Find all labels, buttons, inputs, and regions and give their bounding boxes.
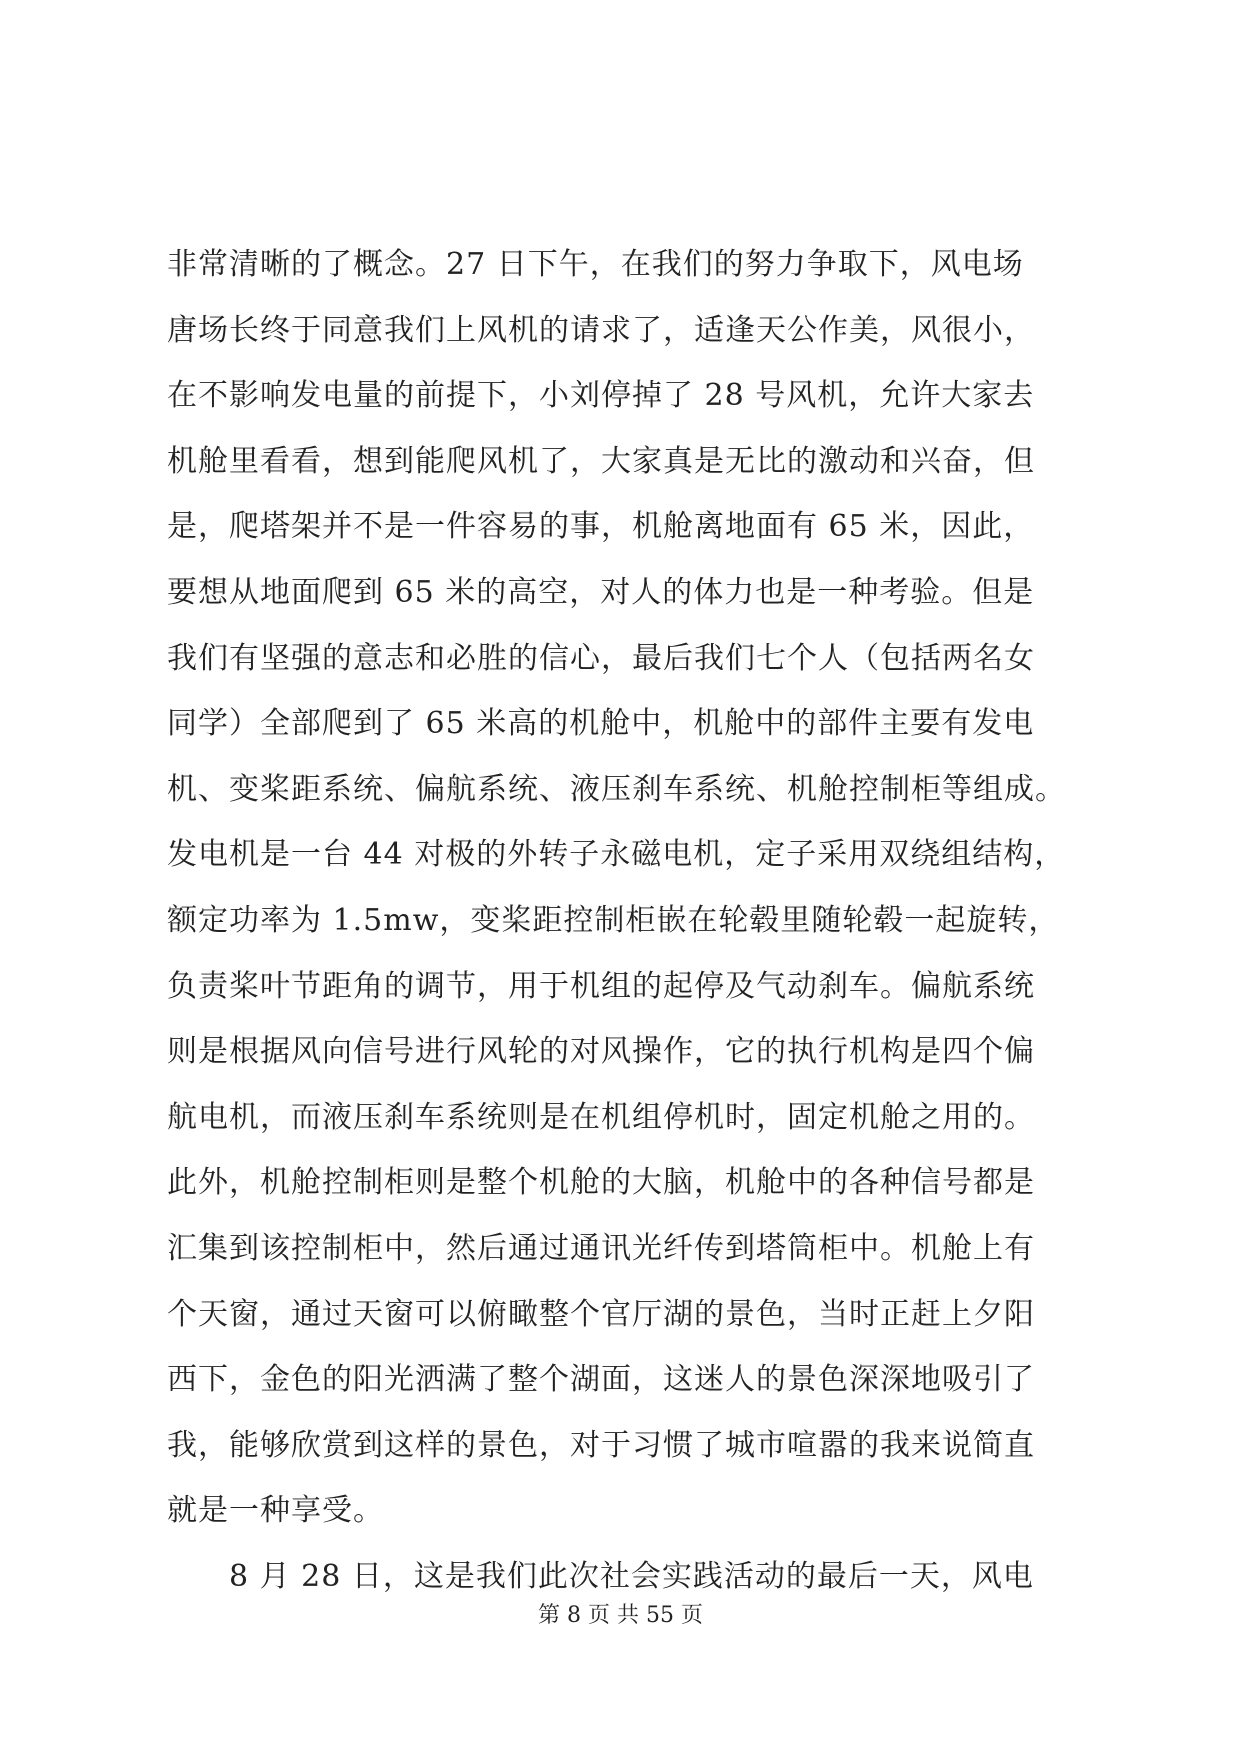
text-line: 就是一种享受。 [167,1493,384,1529]
text-line: 机舱里看看，想到能爬风机了，大家真是无比的激动和兴奋，但 [167,443,1035,479]
text-line: 在不影响发电量的前提下，小刘停掉了 28 号风机，允许大家去 [167,378,1035,414]
text-line: 西下，金色的阳光洒满了整个湖面，这迷人的景色深深地吸引了 [167,1362,1035,1398]
text-line: 我，能够欣赏到这样的景色，对于习惯了城市喧嚣的我来说简直 [167,1427,1035,1463]
page-number-footer: 第 8 页 共 55 页 [538,1603,703,1628]
text-line: 汇集到该控制柜中，然后通过通讯光纤传到塔筒柜中。机舱上有 [167,1230,1035,1266]
text-line: 负责桨叶节距角的调节，用于机组的起停及气动刹车。偏航系统 [167,968,1035,1004]
text-line: 我们有坚强的意志和必胜的信心，最后我们七个人（包括两名女 [167,640,1035,676]
text-line: 此外，机舱控制柜则是整个机舱的大脑，机舱中的各种信号都是 [167,1165,1035,1201]
text-line: 要想从地面爬到 65 米的高空，对人的体力也是一种考验。但是 [167,574,1035,610]
text-line: 发电机是一台 44 对极的外转子永磁电机，定子采用双绕组结构， [167,837,1066,873]
text-line: 航电机，而液压刹车系统则是在机组停机时，固定机舱之用的。 [167,1099,1035,1135]
text-line: 额定功率为 1.5mw，变桨距控制柜嵌在轮毂里随轮毂一起旋转， [167,902,1060,938]
text-line: 机、变桨距系统、偏航系统、液压刹车系统、机舱控制柜等组成。 [167,771,1066,807]
text-line: 是，爬塔架并不是一件容易的事，机舱离地面有 65 米，因此， [167,509,1035,545]
text-line: 唐场长终于同意我们上风机的请求了，适逢天公作美，风很小， [167,312,1035,348]
text-line: 个天窗，通过天窗可以俯瞰整个官厅湖的景色，当时正赶上夕阳 [167,1296,1035,1332]
text-line: 非常清晰的了概念。27 日下午，在我们的努力争取下，风电场 [167,247,1024,282]
text-line: 则是根据风向信号进行风轮的对风操作，它的执行机构是四个偏 [167,1034,1035,1070]
body-text [167,232,1097,1609]
text-line: 同学）全部爬到了 65 米高的机舱中，机舱中的部件主要有发电 [167,706,1035,742]
paragraph-start-line: 8 月 28 日，这是我们此次社会实践活动的最后一天，风电 [229,1558,1034,1594]
